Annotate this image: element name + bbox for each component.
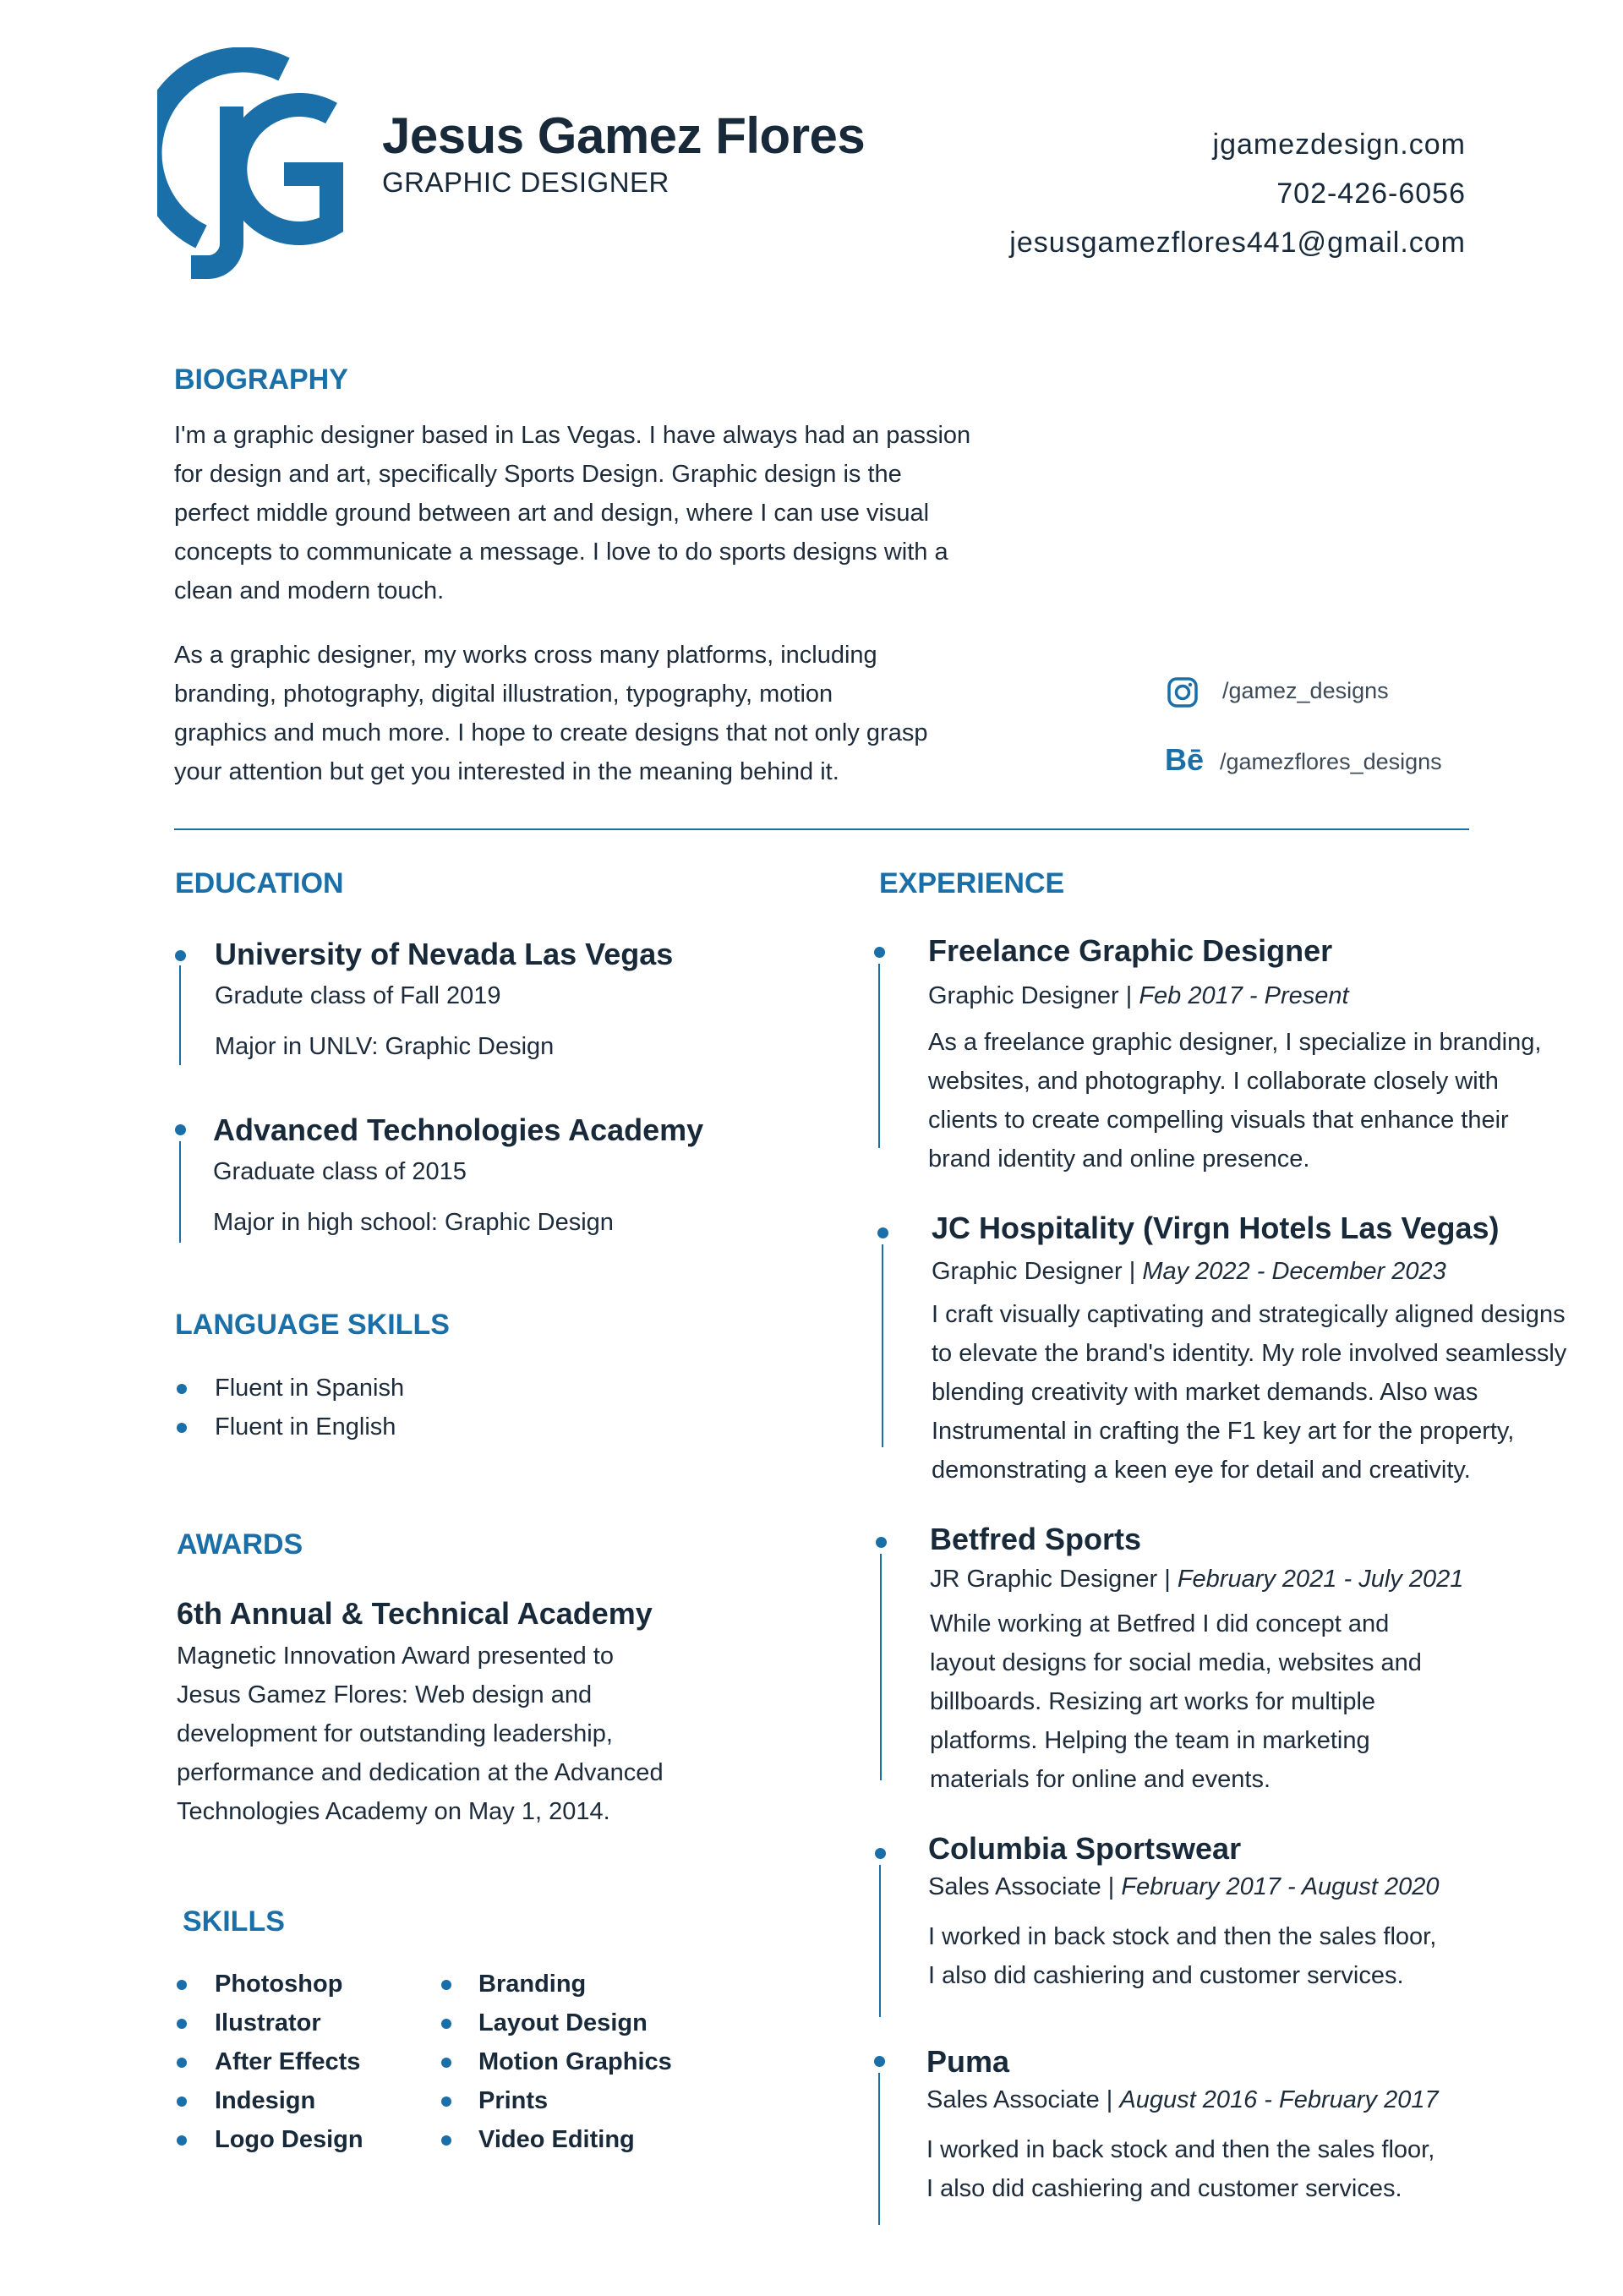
job-description: I craft visually captivating and strategically aligned designs to elevate the brand's identity. My role involved seamlessly blending creativity with market demands. Also was Instrumental in crafting the F1 key art for the property, demonstrating a keen eye for detail and creativity. xyxy=(932,1301,1567,1484)
timeline-dot xyxy=(876,1537,887,1548)
bullet xyxy=(177,1423,187,1433)
job-description: I worked in back stock and then the sales floor, I also did cashiering and customer services. xyxy=(926,2136,1435,2202)
job-role-dates: Sales Associate | February 2017 - August 2020 xyxy=(928,1873,1440,1900)
language-item: Fluent in Spanish xyxy=(215,1375,405,1402)
biography-paragraph-2: As a graphic designer, my works cross many platforms, including branding, photography, digital illustration, typography, motion graphics and much more. I hope to create designs that not only grasp your attention but get you interested in the meaning behind it. xyxy=(174,642,928,785)
biography-heading: BIOGRAPHY xyxy=(174,364,348,396)
email-link[interactable]: jesusgamezflores441@gmail.com xyxy=(1009,227,1466,259)
timeline-dot xyxy=(874,2056,885,2067)
timeline-line xyxy=(878,2073,880,2225)
job-title: Puma xyxy=(926,2044,1010,2079)
skill-item: Branding xyxy=(478,1971,587,1998)
timeline-line xyxy=(179,965,181,1065)
education-detail: Graduate class of 2015 xyxy=(213,1158,467,1185)
biography-paragraph-1: I'm a graphic designer based in Las Vegas. I have always had an passion for design and art, specifically Sports Design. Graphic design is the perfect middle ground between art and design, where I can use visual concepts to communicate a message. I love to do sports designs with a clean and modern touch. xyxy=(174,422,971,604)
behance-icon[interactable]: Bē xyxy=(1165,742,1205,777)
website-link[interactable]: jgamezdesign.com xyxy=(1212,128,1466,161)
bullet xyxy=(441,2058,451,2068)
timeline-line xyxy=(880,1554,882,1780)
phone-number: 702-426-6056 xyxy=(1276,178,1466,210)
education-heading: EDUCATION xyxy=(175,867,344,899)
skill-item: Logo Design xyxy=(215,2126,363,2153)
bullet xyxy=(441,1980,451,1990)
job-role-dates: JR Graphic Designer | February 2021 - July 2021 xyxy=(930,1566,1464,1593)
timeline-dot xyxy=(874,947,885,958)
job-role-dates: Graphic Designer | Feb 2017 - Present xyxy=(928,982,1349,1009)
job-role-dates: Graphic Designer | May 2022 - December 2023 xyxy=(932,1258,1446,1285)
award-description: Magnetic Innovation Award presented to Jesus Gamez Flores: Web design and development for outstanding leadership, performance and dedication at the Advanced Technologies Academy on May 1, 2014. xyxy=(177,1643,664,1825)
bullet xyxy=(441,2135,451,2146)
timeline-dot xyxy=(877,1227,888,1238)
language-skills-heading: LANGUAGE SKILLS xyxy=(175,1309,450,1341)
skill-item: Indesign xyxy=(215,2087,316,2114)
section-divider xyxy=(174,828,1469,830)
skill-item: Photoshop xyxy=(215,1971,343,1998)
education-detail: Gradute class of Fall 2019 xyxy=(215,982,501,1009)
skill-item: Video Editing xyxy=(478,2126,635,2153)
education-detail: Major in UNLV: Graphic Design xyxy=(215,1033,555,1060)
timeline-dot xyxy=(175,950,186,961)
skill-item: Prints xyxy=(478,2087,549,2114)
timeline-line xyxy=(878,964,880,1148)
skill-item: Ilustrator xyxy=(215,2009,321,2036)
skill-item: After Effects xyxy=(215,2048,361,2075)
job-description: As a freelance graphic designer, I specialize in branding, websites, and photography. I collaborate closely with clients to create compelling visuals that enhance their brand identity and online presence. xyxy=(928,1029,1542,1173)
bullet xyxy=(177,1384,187,1394)
behance-handle[interactable]: /gamezflores_designs xyxy=(1220,749,1442,774)
bullet xyxy=(177,2058,187,2068)
resume-title: GRAPHIC DESIGNER xyxy=(382,167,669,198)
resume-name: Jesus Gamez Flores xyxy=(382,107,866,164)
jg-monogram-logo xyxy=(157,47,357,284)
bullet xyxy=(177,2135,187,2146)
experience-heading: EXPERIENCE xyxy=(879,867,1065,899)
instagram-icon[interactable] xyxy=(1167,676,1199,708)
awards-heading: AWARDS xyxy=(177,1528,303,1561)
job-title: Freelance Graphic Designer xyxy=(928,933,1333,968)
job-title: Betfred Sports xyxy=(930,1522,1142,1556)
timeline-line xyxy=(879,1865,881,2017)
job-description: I worked in back stock and then the sales floor, I also did cashiering and customer services. xyxy=(928,1923,1437,1989)
language-item: Fluent in English xyxy=(215,1413,396,1440)
education-detail: Major in high school: Graphic Design xyxy=(213,1209,614,1236)
job-title: Columbia Sportswear xyxy=(928,1831,1242,1866)
bullet xyxy=(441,2096,451,2107)
skill-item: Layout Design xyxy=(478,2009,648,2036)
timeline-dot xyxy=(875,1848,886,1859)
instagram-handle[interactable]: /gamez_designs xyxy=(1222,678,1389,703)
job-title: JC Hospitality (Virgn Hotels Las Vegas) xyxy=(932,1211,1500,1245)
award-title: 6th Annual & Technical Academy xyxy=(177,1596,653,1631)
education-school: University of Nevada Las Vegas xyxy=(215,937,674,971)
skills-heading: SKILLS xyxy=(183,1905,285,1938)
timeline-dot xyxy=(175,1124,186,1135)
bullet xyxy=(177,2096,187,2107)
timeline-line xyxy=(179,1141,181,1243)
bullet xyxy=(177,1980,187,1990)
education-school: Advanced Technologies Academy xyxy=(213,1112,704,1147)
timeline-line xyxy=(882,1244,883,1447)
skill-item: Motion Graphics xyxy=(478,2048,672,2075)
bullet xyxy=(177,2019,187,2029)
job-role-dates: Sales Associate | August 2016 - February 2017 xyxy=(926,2086,1439,2113)
bullet xyxy=(441,2019,451,2029)
job-description: While working at Betfred I did concept and layout designs for social media, websites and billboards. Resizing art works for multiple platforms. Helping the team in marketing materials for online and events. xyxy=(930,1610,1422,1793)
